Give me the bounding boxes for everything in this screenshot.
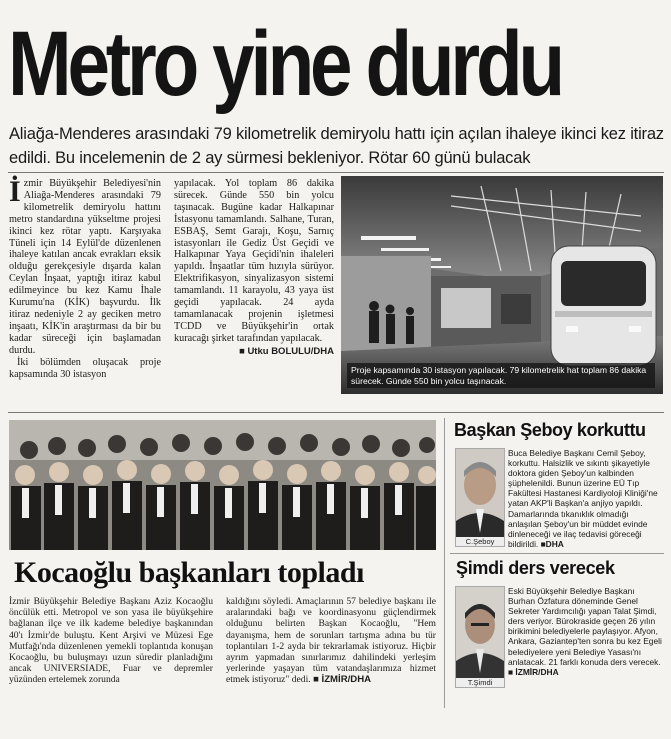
ders-article: [508, 586, 663, 677]
metro-paragraph-2: İki bölümden oluşacak proje kapsamında 30 istasyon: [9, 356, 161, 380]
simdi-portrait: [455, 586, 505, 688]
ders-body: Eski Büyükşehir Belediye Başkanı Burhan Özfatura döneminde Genel Sekreter Yardımcılığı yapan Talat Şimdi, ders veriyor. Bürokraside geçen 26 yılın birikimini belediyelerle paylaşıyor. Afyon, Ankara, Gaziantep'ten sonra bu kez Egeli belediyelere yeni Belediye Yasası'nı anlatacak. 21 farklı konuda ders verecek.: [508, 586, 662, 667]
main-headline: Metro yine durdu: [8, 13, 561, 115]
metro-byline: ■ Utku BOLULU/DHA: [239, 345, 334, 357]
mayors-group-photo: [9, 420, 436, 550]
seboy-headline: Başkan Şeboy korkuttu: [454, 420, 646, 440]
metro-body: yapılacak. Yol toplam 86 dakika sürecek. Günde 550 bin yolcu taşınacak. Bugüne kadar Halkapınar İstasyonu tamamlandı. Salhane, Turan, ESBAŞ, Semt Garajı, Koşu, Sarnıç istasyonları ile Gediz Üst Geçidi ve Halkapınar Yaya Geçidi'nin ihaleleri yapıldı. İnşaatlar tüm hızıyla sürüyor. Elektrifikasyon, sinyalizasyon sistemi tamamlandı. 11 karayolu, 43 yaya üst geçidi yapılacak. 24 ayda tamamlanacak projenin işletmesi TCDD ve Büyükşehir'in ortak kuracağı şirket tarafından yapılacak.: [174, 178, 334, 344]
drop-cap: İ: [9, 175, 21, 208]
kocaoglu-headline: Kocaoğlu başkanları topladı: [14, 556, 364, 589]
headline-deck: Aliağa-Menderes arasındaki 79 kilometrelik demiryolu hattı için açılan ihaleye ikinci kez itiraz edildi. Bu incelemenin de 2 ay sürmesi bekleniyor. Rötar 60 günü bulacak: [9, 125, 664, 167]
kocaoglu-article-col2: [226, 596, 436, 686]
divider: [8, 172, 664, 173]
simdi-portrait-illustration: [456, 587, 504, 687]
ders-source: ■ İZMİR/DHA: [508, 666, 559, 677]
seboy-article: [508, 448, 663, 549]
seboy-body: Buca Belediye Başkanı Cemil Şeboy, korkuttu. Halsizlik ve sıkıntı şikayetiyle doktora giden Şeboy'un kalbinden şüphelenildi. Bunun üzerine EÜ Tıp Fakültesi Hastanesi Kardiyoloji Kliniği'ne yatan AKP'li Başkan'a anjiyo yapıldı. Damarlarında tıkanıklık olmadığı anlaşılan Şeboy'un bir müddet evinde dinleneceği ve ilaç tedavisi göreceği bildirildi.: [508, 448, 658, 549]
seboy-source: ■DHA: [540, 538, 564, 549]
divider: [8, 412, 664, 413]
kocaoglu-article-col1: [9, 596, 213, 686]
metro-article-col1: [9, 175, 161, 380]
ders-headline: Şimdi ders verecek: [456, 558, 615, 578]
kocaoglu-body-2: kaldığını söyledi. Amaçlarının 57 belediye başkanı ile aralarındaki bağı ve koordinasyonu güçlendirmek olduğunu belirten Başkan Kocaoğlu, "Hem dayanışma, hem de sorunları tartışma adına bu tür toplantıları 1-2 ayda bir tekrarlamak istiyoruz. Hiçbir ayrım yapmadan sınırlarımız dahilindeki yerleşim yerlerinde yaşayan tüm vatandaşlarımıza hizmet etmek istiyoruz" dedi.: [226, 596, 436, 686]
metro-article-col2: [174, 178, 334, 358]
metro-station-photo: [341, 176, 663, 394]
kocaoglu-source: ■ İZMİR/DHA: [313, 674, 372, 686]
metro-station-illustration: [341, 176, 663, 394]
mayors-group-illustration: [9, 420, 436, 550]
metro-photo-caption: Proje kapsamında 30 istasyon yapılacak. 79 kilometrelik hat toplam 86 dakika sürecek. Günde 550 bin yolcu taşınacak.: [347, 363, 655, 388]
seboy-portrait-name: C.Şeboy: [456, 537, 504, 546]
sidebar-divider: [444, 418, 445, 708]
seboy-portrait-illustration: [456, 449, 504, 546]
seboy-portrait: [455, 448, 505, 547]
kocaoglu-body-1: İzmir Büyükşehir Belediye Başkanı Aziz Kocaoğlu öncülük etti. Metropol ve son yasa ile büyükşehire bağlanan ilçe ve ilk kademe belediye başkanından 40'ı İzmir'de buluştu. Kent Arşivi ve Müzesi Ege Mutfağı'nda düzenlenen yemekli toplantıda konuşan Kocaoğlu, bu buluşmayı uzun süredir planladığını ancak UNIVERSIADE, Fuar ve depremler yüzünden ertelemek zorunda: [9, 596, 213, 686]
divider: [450, 553, 664, 554]
metro-intro: zmir Büyükşehir Belediyesi'nin Aliağa-Menderes arasındaki 79 kilometrelik demiryolu hattını metro standardına yükseltme projesi ikinci kez rötar yaptı. Karşıyaka Tüneli için 14 Eylül'de düzenlenen ihaleye katılan ancak evrakları eksik olduğu gerekçesiyle dışarda kalan Ceylan İnşaat, yaptığı itiraz kabul edilmeyince bu kez Kamu İhale Kurumu'na (KİK) başvurdu. İlk itiraz nedeniyle 2 ay geciken metro inşaatı, KİK'in araştırması da bir bu kadar süreceği için başlamadan durdu.: [9, 178, 161, 356]
simdi-portrait-name: T.Şimdi: [456, 678, 504, 687]
